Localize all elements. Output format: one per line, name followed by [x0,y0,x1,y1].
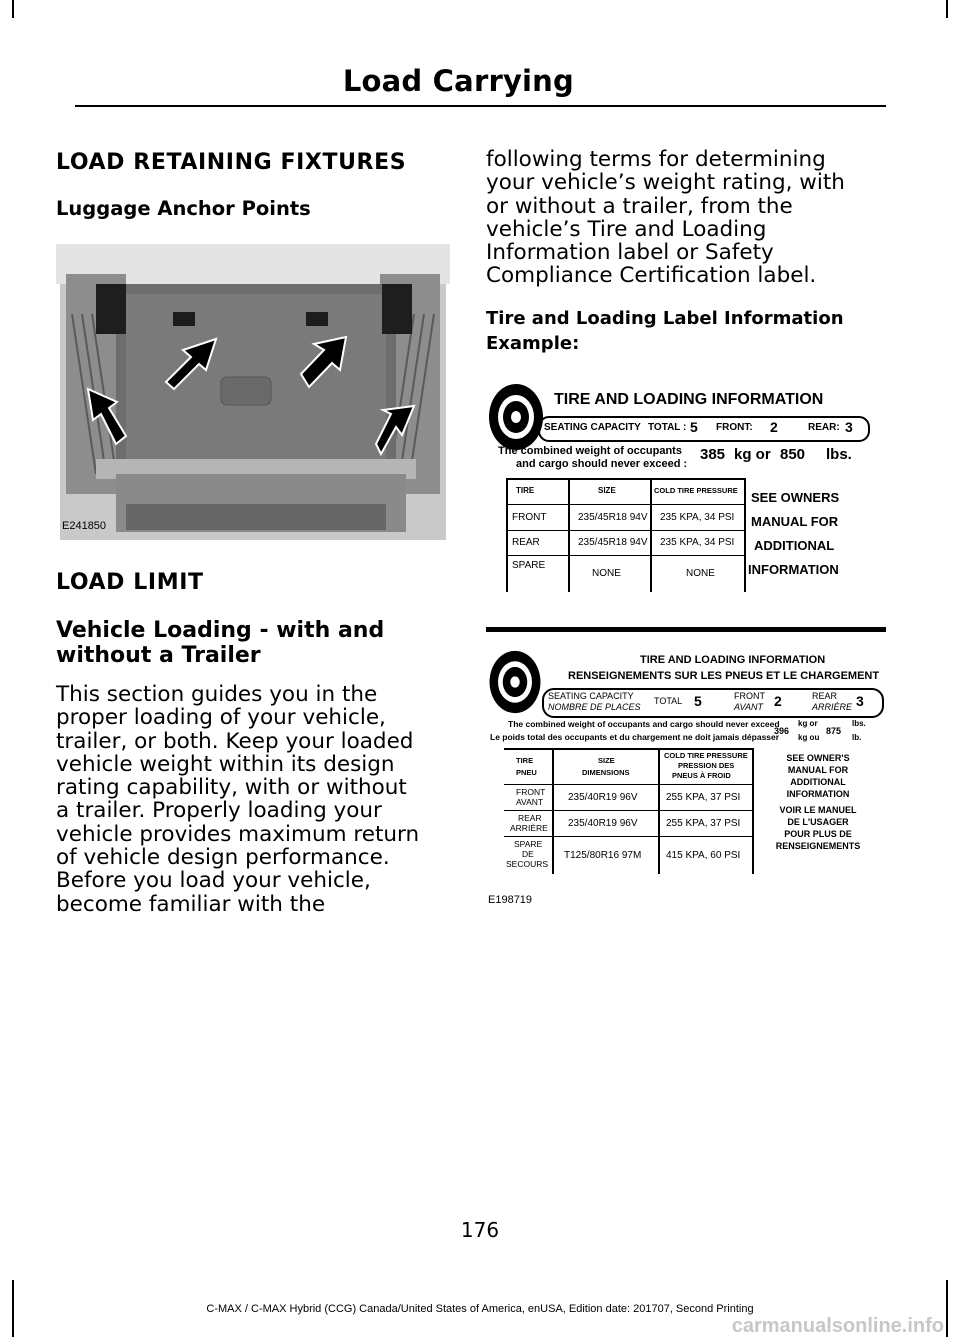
label2-row-tire-fr: ARRIÈRE [510,823,548,833]
paragraph-line: This section guides you in the [56,682,378,707]
cargo-area-illustration [56,244,450,544]
watermark: carmanualsonline.info [731,1315,944,1337]
label1-seating-box [538,416,870,442]
paragraph-line: your vehicle’s weight rating, with [486,170,845,196]
label1-see-owners [748,486,839,582]
label1-kg-or: kg or [734,446,771,463]
label2-col-tire-fr: PNEU [516,768,537,777]
label1-total-label: TOTAL : [648,422,687,433]
see-owners-line: SEE OWNERS [751,490,840,505]
label2-rear-value: 3 [856,693,864,709]
section-heading-load-limit: LOAD LIMIT [56,570,204,595]
label2-row-pressure: 255 KPA, 37 PSI [666,792,741,803]
label2-see-owners [762,752,874,852]
label2-rear-fr: ARRIÈRE [812,702,853,712]
see-owners-line: MANUAL FOR [751,514,839,529]
label2-row-tire-en: REAR [518,813,542,823]
paragraph-line: or without a trailer, from the [486,193,793,219]
subheading-luggage-anchor: Luggage Anchor Points [56,197,311,220]
label2-front-fr: AVANT [734,702,764,712]
load-limit-paragraph [56,683,451,916]
paragraph-line: vehicle provides maximum return [56,821,420,847]
label2-top-bar [486,627,886,632]
page-number: 176 [460,1218,500,1242]
tire-icon [486,649,544,715]
label1-col-size: SIZE [598,486,616,495]
see-owners-line: ADDITIONAL [790,777,846,787]
label2-row-tire-en: FRONT [516,787,546,797]
see-owners-line: POUR PLUS DE [784,829,852,839]
chapter-title: Load Carrying [342,64,574,98]
label1-kg-value: 385 [700,446,726,463]
label1-row-tire: SPARE [512,560,546,571]
label1-total-value: 5 [690,419,698,435]
label1-row-size: 235/45R18 94V [578,537,648,548]
figure-code-2: E198719 [488,894,533,906]
label2-seating-box [542,688,884,718]
crop-mark-top-right [946,0,948,18]
label1-lbs: lbs. [826,446,852,463]
label1-col-pressure: COLD TIRE PRESSURE [654,486,738,495]
paragraph-line: Information label or Safety [486,240,774,266]
label1-seating-capacity: SEATING CAPACITY [544,422,641,433]
paragraph-line: vehicle’s Tire and Loading [486,216,767,242]
label2-kg-value: 396 [774,726,790,736]
label1-row-size: NONE [592,568,621,579]
subheading-vehicle-loading-2: without a Trailer [56,643,261,668]
tire-loading-label-english [486,382,886,597]
label1-combined-line2: and cargo should never exceed : [516,458,688,470]
label2-lbs: lbs. [852,719,866,728]
figure-code-1: E241850 [62,520,107,532]
label2-table [504,748,754,874]
label1-row-pressure: 235 KPA, 34 PSI [660,512,735,523]
paragraph-line: a trailer. Properly loading your [56,798,382,824]
subheading-vehicle-loading-1: Vehicle Loading - with and [56,618,385,643]
tire-loading-label-bilingual [486,644,886,876]
label1-row-pressure: NONE [686,568,715,579]
label1-rear-value: 3 [845,419,853,435]
label1-table [506,478,746,592]
label1-front-value: 2 [770,419,778,435]
paragraph-line: trailer, or both. Keep your loaded [56,728,414,754]
see-owners-line: VOIR LE MANUEL [779,805,857,815]
paragraph-line: vehicle weight within its design [56,751,395,777]
paragraph-line: proper loading of your vehicle, [56,705,386,731]
label2-rear-en: REAR [812,691,838,701]
label2-combined-fr: Le poids total des occupants et du chargement ne doit jamais dépasser [490,732,780,742]
label2-total-label: TOTAL [654,696,683,706]
label2-row-tire-fr: AVANT [516,797,544,807]
luggage-anchor-figure [56,244,450,544]
label2-col-pressure-1: COLD TIRE PRESSURE [664,751,748,760]
label2-col-tire-en: TIRE [516,756,534,765]
label2-row-tire-de: DE [522,849,534,859]
paragraph-line: of vehicle design performance. [56,845,390,871]
label2-row-size: 235/40R19 96V [568,818,638,829]
label2-row-pressure: 255 KPA, 37 PSI [666,818,741,829]
label2-row-tire-en: SPARE [514,839,543,849]
see-owners-line: RENSEIGNEMENTS [775,841,861,851]
label2-total-value: 5 [694,693,702,709]
label2-kg-ou: kg ou [798,733,820,742]
label2-row-size: 235/40R19 96V [568,792,638,803]
label2-lbs-value: 875 [826,726,842,736]
label1-lbs-value: 850 [780,446,806,463]
label2-row-tire-fr: SECOURS [506,859,549,869]
label1-title: TIRE AND LOADING INFORMATION [554,391,824,408]
label2-col-pressure-3: PNEUS À FROID [672,771,731,780]
label2-title-en: TIRE AND LOADING INFORMATION [640,654,826,666]
subheading-tire-label-info: Tire and Loading Label Information [486,308,844,329]
label1-col-tire: TIRE [516,486,535,495]
see-owners-line: DE L'USAGER [787,817,849,827]
paragraph-line: Before you load your vehicle, [56,868,371,894]
label2-front-value: 2 [774,693,782,709]
right-paragraph [486,148,886,288]
label1-front-label: FRONT: [716,422,753,433]
label2-col-size-fr: DIMENSIONS [582,768,630,777]
label2-row-size: T125/80R16 97M [564,850,642,861]
label2-seating-en: SEATING CAPACITY [548,691,634,701]
label2-title-fr: RENSEIGNEMENTS SUR LES PNEUS ET LE CHARGEMENT [568,670,880,682]
crop-mark-top-left [12,0,14,18]
label2-col-size-en: SIZE [598,756,615,765]
paragraph-line: rating capability, with or without [56,775,407,801]
see-owners-line: ADDITIONAL [754,538,835,553]
section-heading-load-retaining: LOAD RETAINING FIXTURES [56,150,407,175]
see-owners-line: SEE OWNER'S [786,753,850,763]
label1-combined-line1: The combined weight of occupants [498,445,682,457]
label1-rear-label: REAR: [808,422,840,433]
subheading-example: Example: [486,333,580,354]
header-rule [75,105,886,107]
paragraph-line: become familiar with the [56,891,326,917]
see-owners-line: INFORMATION [786,789,850,799]
label2-combined-en: The combined weight of occupants and cargo should never exceed [508,719,780,729]
label2-seating-fr: NOMBRE DE PLACES [548,702,641,712]
label1-row-pressure: 235 KPA, 34 PSI [660,537,735,548]
paragraph-line: Compliance Certification label. [486,263,817,289]
tire-icon [486,382,546,452]
label1-row-size: 235/45R18 94V [578,512,648,523]
see-owners-line: INFORMATION [748,562,839,577]
see-owners-line: MANUAL FOR [787,765,849,775]
label2-front-en: FRONT [734,691,765,701]
label2-col-pressure-2: PRESSION DES [678,761,735,770]
label2-kg-or: kg or [798,719,818,728]
label2-lb: lb. [852,733,862,742]
edition-line: C-MAX / C-MAX Hybrid (CCG) Canada/United States of America, enUSA, Edition date: 201707, Second Printing [206,1303,754,1315]
paragraph-line: following terms for determining [486,147,826,172]
label2-row-pressure: 415 KPA, 60 PSI [666,850,741,861]
label1-row-tire: FRONT [512,512,547,523]
label1-row-tire: REAR [512,537,540,548]
